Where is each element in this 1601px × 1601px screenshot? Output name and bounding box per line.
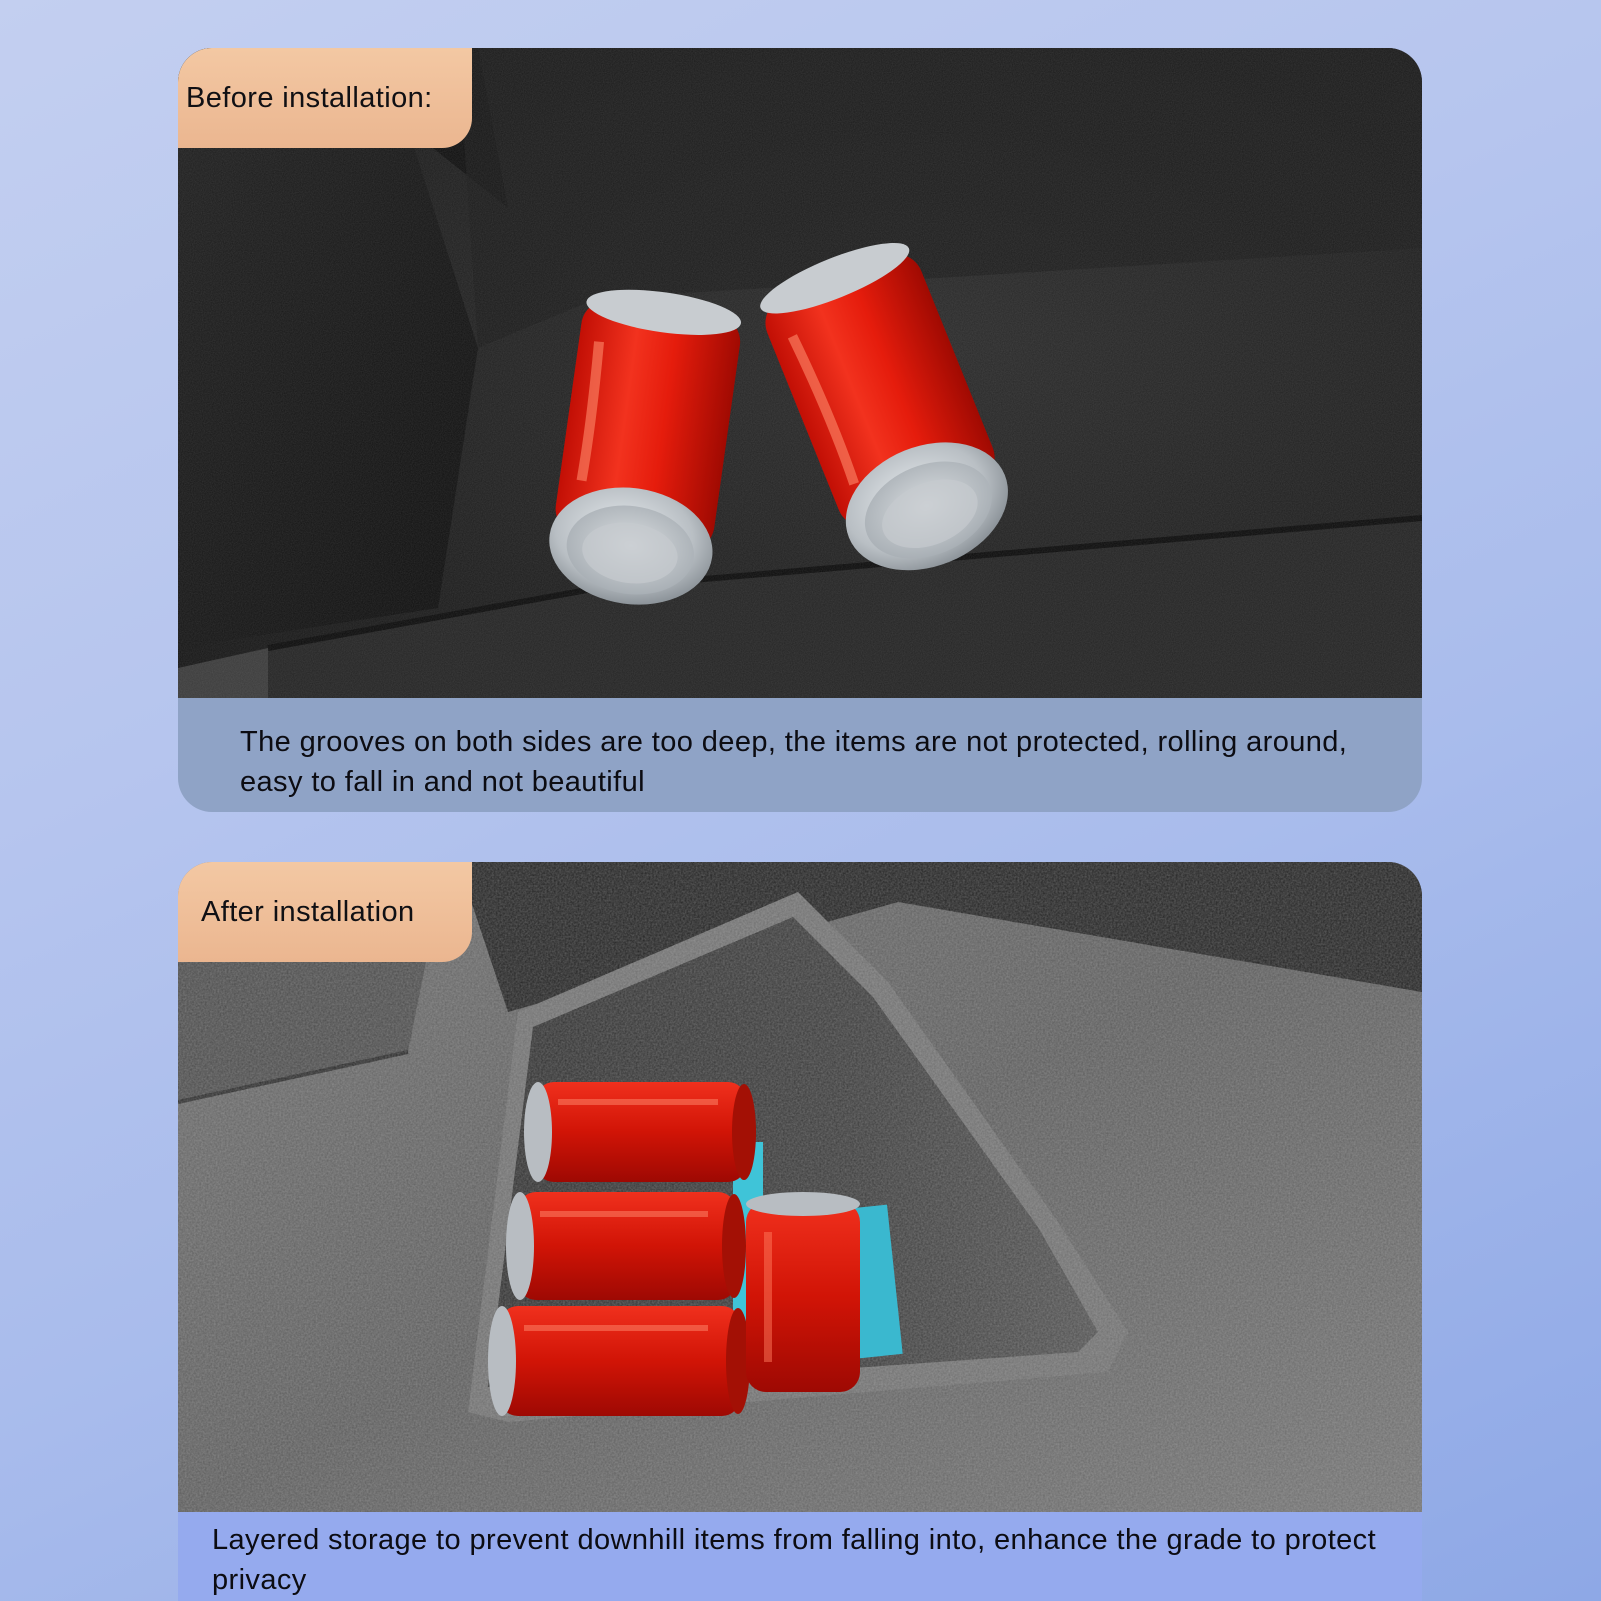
- after-caption: Layered storage to prevent downhill items from falling into, enhance the grade to protect privacy: [178, 1512, 1422, 1601]
- before-label: Before installation:: [178, 48, 472, 148]
- after-label: After installation: [178, 862, 472, 962]
- before-panel: [178, 48, 1422, 812]
- before-caption: The grooves on both sides are too deep, the items are not protected, rolling around, easy to fall in and not beautiful: [178, 698, 1422, 812]
- after-panel: [178, 862, 1422, 1601]
